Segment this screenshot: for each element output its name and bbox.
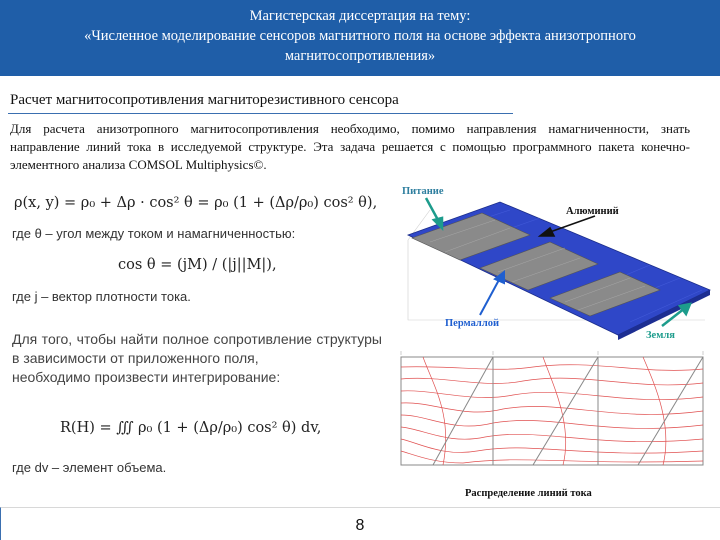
cos-theta-formula: cos θ = (jM) / (|j||M|), — [118, 257, 277, 273]
section-title: Расчет магнитосопротивления магниторезистивного сенсора — [10, 92, 399, 108]
section-underline — [8, 113, 513, 114]
label-power: Питание — [402, 186, 444, 197]
resistivity-formula: ρ(x, y) = ρ₀ + Δρ · cos² θ = ρ₀ (1 + (Δρ/ρ₀) cos² θ), — [14, 195, 378, 211]
j-description: где j – вектор плотности тока. — [12, 289, 191, 304]
header-line-3: магнитосопротивления» — [284, 48, 436, 64]
current-lines-plot — [393, 345, 713, 475]
integral-formula: R(H) = ∭ ρ₀ (1 + (Δρ/ρ₀) cos² θ) dv, — [60, 420, 322, 436]
integration-paragraph — [12, 330, 382, 387]
slide-header — [0, 0, 720, 76]
label-ground: Земля — [646, 330, 675, 341]
header-line-2: «Численное моделирование сенсоров магнитного поля на основе эффекта анизотропного — [84, 28, 636, 44]
dv-description: где dv – элемент объема. — [12, 460, 167, 475]
integration-paragraph-text: Для того, чтобы найти полное сопротивление структуры в зависимости от приложенного поля, — [12, 331, 382, 366]
theta-description: где θ – угол между током и намагниченностью: — [12, 226, 296, 241]
sensor-structure-figure — [390, 180, 720, 350]
label-aluminum: Алюминий — [566, 206, 619, 217]
page-number: 8 — [355, 517, 365, 534]
integration-paragraph-last: необходимо произвести интегрирование: — [12, 369, 281, 385]
intro-paragraph: Для расчета анизотропного магнитосопротивления необходимо, помимо направления намагниченности, знать направление линий тока в исследуемой структуре. Эта задача решается с помощью программного пакета конечно-элементного анализа COMSOL Multiphysics©. — [10, 121, 690, 172]
plot-frame — [401, 357, 703, 465]
label-permalloy: Пермаллой — [445, 318, 500, 329]
figure-caption: Распределение линий тока — [465, 488, 592, 499]
header-line-1: Магистерская диссертация на тему: — [249, 8, 471, 24]
plot-ticks — [401, 351, 703, 355]
